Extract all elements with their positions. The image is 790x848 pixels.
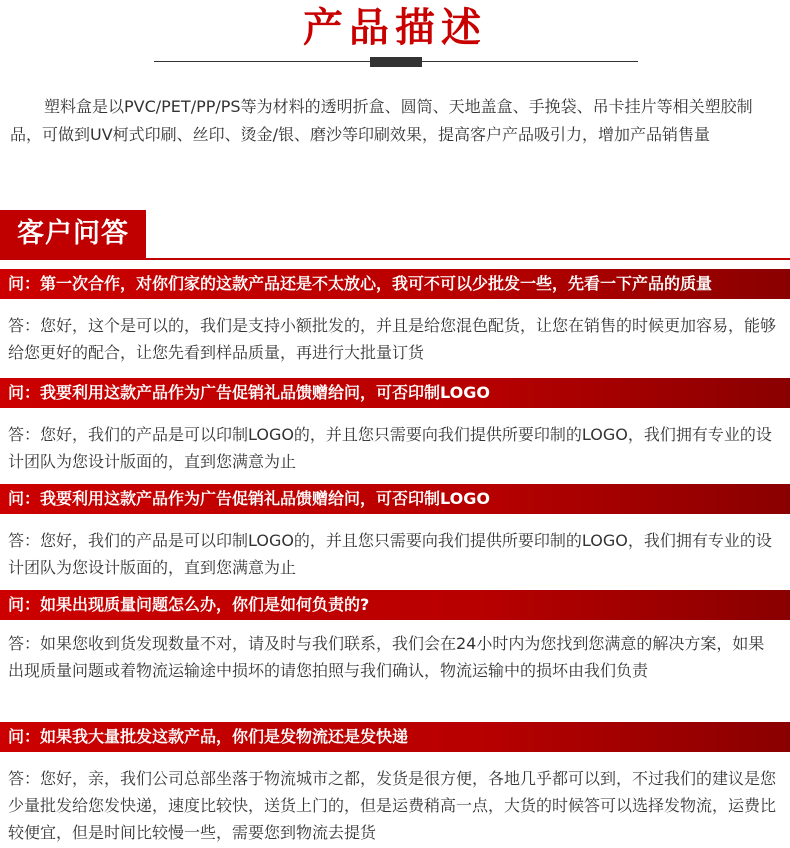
faq-question-2: 问：我要利用这款产品作为广告促销礼品馈赠给问，可否印制LOGO [0, 378, 790, 408]
faq-section-divider [0, 258, 790, 260]
faq-answer-1: 答：您好，这个是可以的，我们是支持小额批发的，并且是给您混色配货，让您在销售的时候更加容易，能够给您更好的配合，让您先看到样品质量，再进行大批量订货 [8, 316, 777, 362]
faq-answer-2: 答：您好，我们的产品是可以印制LOGO的，并且您只需要向我们提供所要印制的LOGO，我们拥有专业的设计团队为您设计版面的，直到您满意为止 [8, 425, 772, 471]
product-description: 塑料盒是以PVC/PET/PP/PS等为材料的透明折盒、圆筒、天地盖盒、手挽袋、吊卡挂片等相关塑胶制品，可做到UV柯式印刷、丝印、烫金/银、磨沙等印刷效果，提高客户产品吸引力，增加产品销售量 [10, 97, 753, 144]
faq-question-4: 问：如果出现质量问题怎么办，你们是如何负责的? [0, 590, 790, 620]
faq-question-1: 问：第一次合作，对你们家的这款产品还是不太放心，我可不可以少批发一些，先看一下产品的质量 [0, 269, 790, 299]
page-title: 产品描述 [303, 5, 487, 51]
title-underline-bar [370, 57, 422, 67]
faq-answer-5: 答：您好，亲，我们公司总部坐落于物流城市之都，发货是很方便，各地几乎都可以到，不过我们的建议是您少量批发给您发快递，速度比较快，送货上门的，但是运费稍高一点，大货的时候答可以选择发物流，运费比较便宜，但是时间比较慢一些，需要您到物流去提货 [8, 769, 777, 842]
faq-answer-3: 答：您好，我们的产品是可以印制LOGO的，并且您只需要向我们提供所要印制的LOGO，我们拥有专业的设计团队为您设计版面的，直到您满意为止 [8, 531, 772, 577]
faq-question-5: 问：如果我大量批发这款产品，你们是发物流还是发快递 [0, 722, 790, 752]
faq-answer-4: 答：如果您收到货发现数量不对，请及时与我们联系，我们会在24小时内为您找到您满意的解决方案，如果出现质量问题或着物流运输途中损坏的请您拍照与我们确认，物流运输中的损坏由我们负责 [8, 634, 765, 680]
faq-question-3: 问：我要利用这款产品作为广告促销礼品馈赠给问，可否印制LOGO [0, 484, 790, 514]
faq-section-title: 客户问答 [0, 210, 146, 258]
